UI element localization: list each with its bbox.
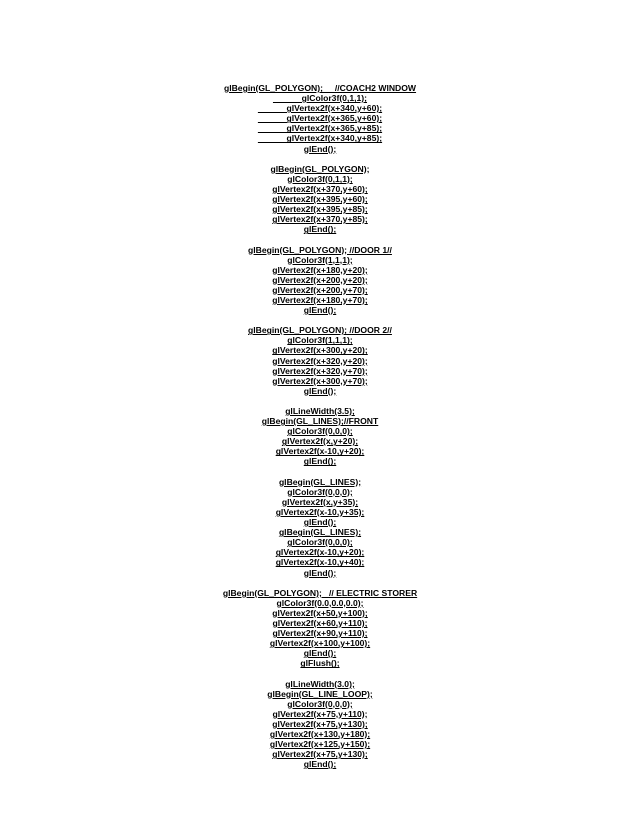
code-line (150, 295, 490, 305)
code-line (150, 608, 490, 618)
code-line-text: glBegin(GL_LINE_LOOP); (267, 688, 373, 699)
code-line-text: glVertex2f(x-10,y+35); (275, 506, 365, 517)
code-line (150, 275, 490, 285)
code-line (150, 487, 490, 497)
code-line-text: glEnd(); (303, 305, 337, 316)
code-line-text: glBegin(GL_LINES); (278, 476, 362, 487)
code-line (150, 103, 490, 113)
code-line (150, 184, 490, 194)
code-line-text: glVertex2f(x+300,y+20); (272, 345, 368, 356)
blank-line (150, 396, 490, 406)
code-line (150, 537, 490, 547)
code-line-text: glVertex2f(x,y+20); (281, 436, 359, 447)
code-line-text: glEnd(); (303, 143, 337, 154)
code-line (150, 214, 490, 224)
code-line (150, 588, 490, 598)
code-line-text: glVertex2f(x-10,y+20); (275, 547, 365, 558)
code-line (150, 557, 490, 567)
code-line (150, 265, 490, 275)
code-line (150, 416, 490, 426)
code-line (150, 547, 490, 557)
code-line (150, 507, 490, 517)
code-line-text: glLineWidth(3.5); (285, 406, 355, 416)
code-line (150, 517, 490, 527)
code-line-text: glVertex2f(x+320,y+70); (272, 365, 368, 376)
code-line-text: glVertex2f(x+75,y+110); (272, 708, 368, 719)
code-line (150, 709, 490, 719)
code-line-text: glVertex2f(x+340,y+85); (257, 133, 383, 144)
code-line (150, 658, 490, 668)
code-line-text: glVertex2f(x+370,y+60); (272, 183, 368, 194)
code-line (150, 133, 490, 143)
code-line-text: glVertex2f(x-10,y+20); (275, 446, 365, 457)
code-line-text: glBegin(GL_POLYGON); // ELECTRIC STORER (222, 587, 418, 598)
code-line-text: glEnd(); (303, 456, 337, 467)
code-line-text: glEnd(); (303, 567, 337, 578)
code-line-text: glEnd(); (303, 385, 337, 396)
code-line (150, 689, 490, 699)
code-line (150, 598, 490, 608)
code-line-text: glColor3f(0,0,0); (287, 698, 353, 709)
code-line-text: glVertex2f(x+100,y+100); (269, 638, 371, 649)
code-line-text: glVertex2f(x+200,y+20); (272, 274, 368, 285)
code-line-text: glVertex2f(x+365,y+85); (257, 123, 383, 134)
code-line-text: glBegin(GL_POLYGON); //DOOR 1// (248, 244, 392, 255)
code-line-text: glColor3f(0.0,0.0,0.0); (276, 597, 364, 608)
code-line-text: glVertex2f(x+130,y+180); (269, 729, 371, 739)
code-line-text: glVertex2f(x+320,y+20); (272, 355, 368, 366)
code-line-text: glBegin(GL_LINES); (278, 527, 362, 538)
code-line (150, 628, 490, 638)
code-line (150, 144, 490, 154)
code-line-text: glVertex2f(x+75,y+130); (272, 718, 368, 729)
code-line (150, 436, 490, 446)
code-line-text: glColor3f(0,1,1); (287, 173, 353, 184)
code-line (150, 719, 490, 729)
code-line (150, 325, 490, 335)
code-line-text: glVertex2f(x+340,y+60); (257, 103, 383, 114)
code-line (150, 456, 490, 466)
code-line-text: glVertex2f(x,y+35); (281, 496, 359, 507)
code-line (150, 224, 490, 234)
code-line (150, 376, 490, 386)
code-line (150, 164, 490, 174)
code-line-text: glEnd(); (303, 224, 337, 235)
code-line (150, 245, 490, 255)
code-line (150, 174, 490, 184)
code-line (150, 335, 490, 345)
code-line-text: glVertex2f(x+75,y+130); (272, 749, 368, 760)
blank-line (150, 578, 490, 588)
code-line-text: glBegin(GL_POLYGON); //COACH2 WINDOW (223, 83, 417, 93)
code-line-text: glBegin(GL_POLYGON); //DOOR 2// (248, 325, 392, 336)
code-line-text: glEnd(); (303, 759, 337, 770)
code-line-text: glBegin(GL_POLYGON); (270, 163, 370, 174)
code-line-text: glVertex2f(x+300,y+70); (272, 375, 368, 386)
code-line (150, 345, 490, 355)
code-line (150, 386, 490, 396)
code-line-text: glVertex2f(x+180,y+70); (272, 294, 368, 305)
code-line-text: glColor3f(0,1,1); (272, 93, 368, 104)
code-line (150, 568, 490, 578)
code-line-text: glVertex2f(x+395,y+85); (272, 204, 368, 215)
code-line-text: glColor3f(0,0,0); (287, 486, 353, 497)
code-line (150, 638, 490, 648)
code-line-text: glVertex2f(x+180,y+20); (272, 264, 368, 275)
code-line (150, 93, 490, 103)
code-line-text: glColor3f(1,1,1); (287, 254, 353, 265)
code-line (150, 618, 490, 628)
code-line (150, 679, 490, 689)
blank-line (150, 467, 490, 477)
code-listing (150, 83, 490, 769)
code-line (150, 497, 490, 507)
code-line (150, 194, 490, 204)
code-line-text: glEnd(); (303, 517, 337, 528)
blank-line (150, 315, 490, 325)
blank-line (150, 154, 490, 164)
code-line (150, 255, 490, 265)
code-line (150, 477, 490, 487)
blank-line (150, 234, 490, 244)
code-line-text: glVertex2f(x+90,y+110); (272, 628, 368, 639)
code-line-text: glVertex2f(x+200,y+70); (272, 284, 368, 295)
code-line (150, 113, 490, 123)
code-line (150, 527, 490, 537)
code-line (150, 648, 490, 658)
code-line-text: glVertex2f(x-10,y+40); (275, 557, 365, 568)
code-line (150, 204, 490, 214)
code-line (150, 285, 490, 295)
code-line-text: glColor3f(1,1,1); (287, 335, 353, 346)
code-line-text: glFlush(); (300, 658, 340, 669)
code-line (150, 739, 490, 749)
code-line-text: glVertex2f(x+365,y+60); (257, 113, 383, 124)
code-line (150, 749, 490, 759)
code-line-text: glLineWidth(3.0); (285, 678, 355, 689)
code-line (150, 356, 490, 366)
code-line (150, 366, 490, 376)
code-line (150, 729, 490, 739)
code-line-text: glColor3f(0,0,0); (287, 537, 353, 548)
code-line (150, 426, 490, 436)
code-line (150, 83, 490, 93)
code-line-text: glVertex2f(x+370,y+85); (272, 214, 368, 225)
code-line-text: glEnd(); (303, 648, 337, 659)
code-line-text: glVertex2f(x+395,y+60); (272, 194, 368, 205)
code-line (150, 305, 490, 315)
code-line-text: glBegin(GL_LINES);//FRONT (261, 416, 379, 427)
code-line (150, 446, 490, 456)
code-line (150, 406, 490, 416)
blank-line (150, 668, 490, 678)
code-line-text: glVertex2f(x+50,y+100); (272, 607, 368, 618)
code-line-text: glVertex2f(x+125,y+150); (269, 739, 371, 750)
code-line-text: glColor3f(0,0,0); (287, 426, 353, 437)
code-line-text: glVertex2f(x+60,y+110); (272, 617, 368, 628)
code-line (150, 759, 490, 769)
code-line (150, 123, 490, 133)
code-line (150, 699, 490, 709)
